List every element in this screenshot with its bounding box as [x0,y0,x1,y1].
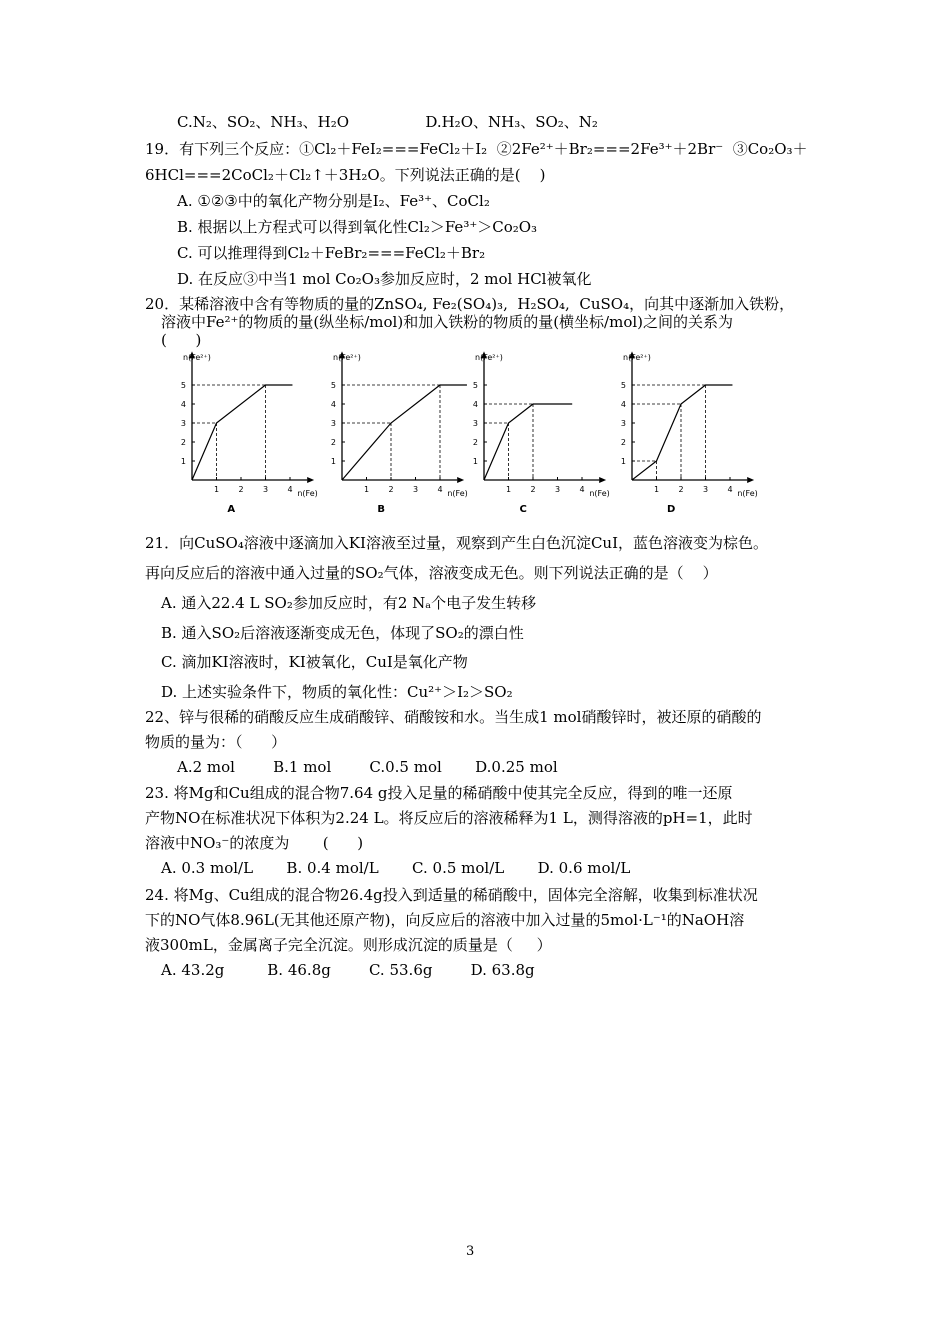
graph-svg-a [178,348,328,523]
q19-stem2: 6HCl===2CoCl₂＋Cl₂↑＋3H₂O。下列说法正确的是( ) [145,166,546,184]
q19-a: A. ①②③中的氧化产物分别是I₂、Fe³⁺、CoCl₂ [177,192,490,210]
x-tick-label: 2 [678,485,684,494]
q23-stem3: 溶液中NO₃⁻的浓度为 ( ) [145,834,364,852]
q21-d: D. 上述实验条件下，物质的氧化性：Cu²⁺＞I₂＞SO₂ [161,683,513,701]
x-axis-arrow [457,477,464,483]
x-tick-label: 4 [579,485,585,494]
y-axis-title: n(Fe²⁺) [183,353,211,362]
q22-stem1: 22、锌与很稀的硝酸反应生成硝酸锌、硝酸铵和水。当生成1 mol硝酸锌时，被还原的硝酸的 [145,708,762,726]
graph-a [178,348,328,523]
q21-stem1: 21．向CuSO₄溶液中逐滴加入KI溶液至过量，观察到产生白色沉淀CuI，蓝色溶液变为棕色。 [145,534,769,552]
y-tick-label: 4 [620,400,626,409]
graph-d [618,348,768,523]
x-tick-label: 4 [287,485,293,494]
x-tick-label: 1 [653,485,660,494]
page-number: 3 [466,1244,475,1259]
q22-opts: A.2 mol B.1 mol C.0.5 mol D.0.25 mol [177,758,558,776]
y-tick-label: 5 [472,381,478,390]
q24-stem1: 24. 将Mg、Cu组成的混合物26.4g投入到适量的稀硝酸中，固体完全溶解，收集到标准状况 [145,886,758,904]
q23-opts: A. 0.3 mol/L B. 0.4 mol/L C. 0.5 mol/L D. 0.6 mol/L [161,859,631,877]
q21-c: C. 滴加KI溶液时，KI被氧化，CuI是氧化产物 [161,653,468,671]
curve [632,385,732,480]
y-tick-label: 5 [620,381,626,390]
graph-c [470,348,620,523]
q19-stem1: 19．有下列三个反应：①Cl₂＋FeI₂===FeCl₂＋I₂ ②2Fe²⁺＋Br₂===2Fe³⁺＋2Br⁻ ③Co₂O₃＋ [145,140,808,158]
x-axis-title: n(Fe) [297,489,318,498]
x-tick-label: 1 [363,485,370,494]
graph-label: A [227,504,236,515]
x-axis-title: n(Fe) [589,489,610,498]
x-axis-arrow [599,477,606,483]
x-axis-arrow [307,477,314,483]
y-tick-label: 1 [472,457,478,466]
y-tick-label: 1 [620,457,626,466]
graph-svg-c [470,348,620,523]
graph-b [328,348,478,523]
y-tick-label: 5 [330,381,336,390]
y-tick-label: 1 [330,457,336,466]
y-tick-label: 3 [330,419,336,428]
x-tick-label: 1 [505,485,512,494]
x-tick-label: 3 [702,485,709,494]
q23-stem1: 23. 将Mg和Cu组成的混合物7.64 g投入足量的稀硝酸中使其完全反应，得到的唯一还原 [145,784,733,802]
x-tick-label: 4 [437,485,443,494]
y-axis-title: n(Fe²⁺) [333,353,361,362]
x-tick-label: 2 [388,485,394,494]
x-axis-title: n(Fe) [447,489,468,498]
q20-stem3: ( ) [161,331,202,349]
q21-b: B. 通入SO₂后溶液逐渐变成无色，体现了SO₂的漂白性 [161,624,524,642]
q24-stem2: 下的NO气体8.96L(无其他还原产物)，向反应后的溶液中加入过量的5mol·L⁻¹的NaOH溶 [145,911,745,929]
q18-cd: C.N₂、SO₂、NH₃、H₂O D.H₂O、NH₃、SO₂、N₂ [177,113,598,131]
y-tick-label: 2 [330,438,336,447]
x-axis-arrow [747,477,754,483]
y-tick-label: 5 [180,381,186,390]
q22-stem2: 物质的量为：（ ） [145,733,287,751]
x-tick-label: 2 [238,485,244,494]
graph-label: C [519,504,527,515]
y-tick-label: 2 [620,438,626,447]
curve [192,385,292,480]
q21-stem2: 再向反应后的溶液中通入过量的SO₂气体，溶液变成无色。则下列说法正确的是（ ） [145,564,718,582]
q19-b: B. 根据以上方程式可以得到氧化性Cl₂＞Fe³⁺＞Co₂O₃ [177,218,538,236]
y-axis-title: n(Fe²⁺) [623,353,651,362]
y-axis-title: n(Fe²⁺) [475,353,503,362]
y-tick-label: 3 [620,419,626,428]
q19-d: D. 在反应③中当1 mol Co₂O₃参加反应时，2 mol HCl被氧化 [177,270,592,288]
q21-a: A. 通入22.4 L SO₂参加反应时，有2 Nₐ个电子发生转移 [161,594,537,612]
graph-label: D [667,504,676,515]
curve [484,404,572,480]
x-tick-label: 3 [262,485,269,494]
graph-svg-d [618,348,768,523]
y-tick-label: 3 [472,419,478,428]
q24-opts: A. 43.2g B. 46.8g C. 53.6g D. 63.8g [161,961,535,979]
y-tick-label: 4 [472,400,478,409]
graph-label: B [377,504,386,515]
y-tick-label: 2 [472,438,478,447]
y-tick-label: 2 [180,438,186,447]
q19-c: C. 可以推理得到Cl₂＋FeBr₂===FeCl₂＋Br₂ [177,244,486,262]
x-tick-label: 1 [213,485,220,494]
y-tick-label: 4 [180,400,186,409]
q20-stem1: 20．某稀溶液中含有等物质的量的ZnSO₄, Fe₂(SO₄)₃, H₂SO₄, CuSO₄，向其中逐渐加入铁粉， [145,295,795,313]
q20-stem2: 溶液中Fe²⁺的物质的量(纵坐标/mol)和加入铁粉的物质的量(横坐标/mol)之间的关系为 [161,313,734,331]
q24-stem3: 液300mL，金属离子完全沉淀。则形成沉淀的质量是（ ） [145,936,552,954]
x-tick-label: 3 [554,485,561,494]
x-tick-label: 2 [530,485,536,494]
q23-stem2: 产物NO在标准状况下体积为2.24 L。将反应后的溶液稀释为1 L，测得溶液的pH=1，此时 [145,809,753,827]
y-tick-label: 4 [330,400,336,409]
curve [342,385,467,480]
x-axis-title: n(Fe) [737,489,758,498]
x-tick-label: 3 [412,485,419,494]
graph-svg-b [328,348,478,523]
y-tick-label: 3 [180,419,186,428]
x-tick-label: 4 [727,485,733,494]
y-tick-label: 1 [180,457,186,466]
